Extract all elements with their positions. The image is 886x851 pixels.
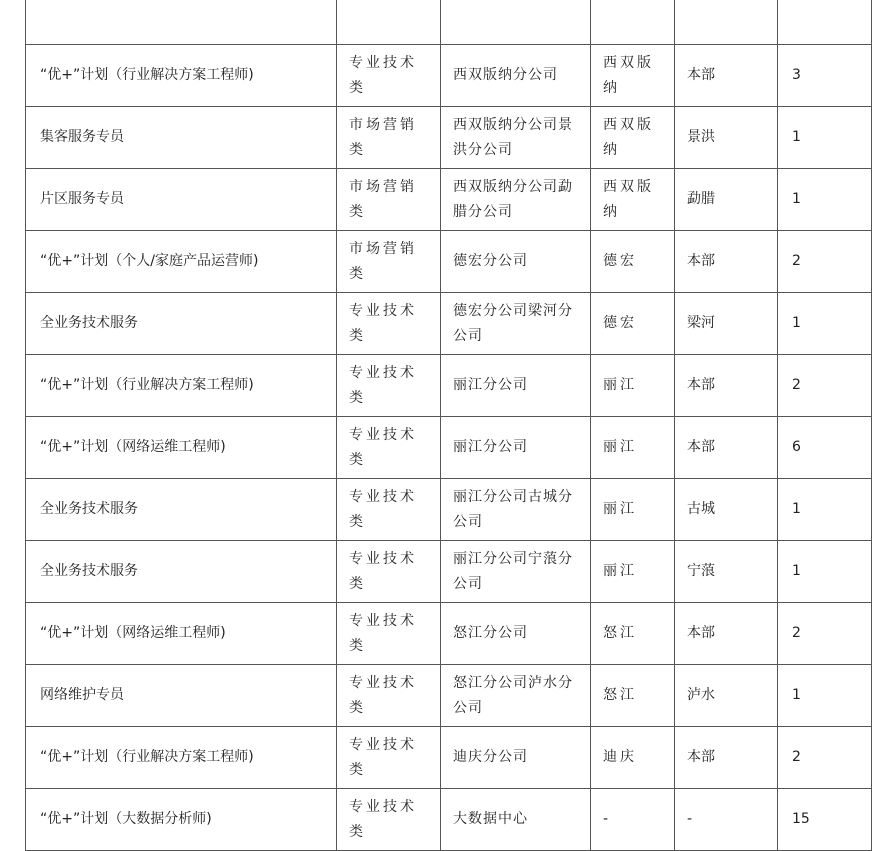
position-text: “优+”计划（行业解决方案工程师) <box>40 377 254 393</box>
position-cell <box>26 293 337 355</box>
position-cell <box>26 603 337 665</box>
location-cell <box>675 169 778 231</box>
location-text: 本部 <box>687 625 715 641</box>
location-cell <box>675 107 778 169</box>
region-cell <box>591 293 675 355</box>
location-text: 本部 <box>687 377 715 393</box>
unit-text: 西双版纳分公司勐腊分公司 <box>453 178 573 220</box>
unit-text: 大数据中心 <box>453 811 528 827</box>
count-cell <box>778 789 872 851</box>
table-row <box>26 603 872 665</box>
recruitment-table <box>25 0 872 851</box>
category-cell <box>337 727 441 789</box>
position-text: 全业务技术服务 <box>40 563 138 579</box>
category-text: 专业技术类 <box>349 736 417 778</box>
region-text: 丽江 <box>603 377 637 393</box>
unit-cell <box>441 45 591 107</box>
position-text: 全业务技术服务 <box>40 315 138 331</box>
unit-cell <box>441 789 591 851</box>
count-cell <box>778 541 872 603</box>
region-cell <box>591 45 675 107</box>
region-text: 怒江 <box>603 687 637 703</box>
position-cell <box>26 789 337 851</box>
category-text: 市场营销类 <box>349 178 417 220</box>
region-text: - <box>603 811 612 827</box>
location-cell <box>675 541 778 603</box>
table-row <box>26 45 872 107</box>
location-text: - <box>687 811 693 827</box>
count-text: 2 <box>792 625 801 641</box>
category-text: 专业技术类 <box>349 488 417 530</box>
category-text: 市场营销类 <box>349 116 417 158</box>
unit-cell <box>441 665 591 727</box>
category-cell <box>337 789 441 851</box>
region-text: 丽江 <box>603 501 637 517</box>
count-cell <box>778 0 872 45</box>
region-text: 西双版纳 <box>603 116 654 158</box>
unit-cell <box>441 541 591 603</box>
position-text: “优+”计划（网络运维工程师) <box>40 439 226 455</box>
region-text: 丽江 <box>603 439 637 455</box>
position-text: “优+”计划（大数据分析师) <box>40 811 212 827</box>
position-cell <box>26 417 337 479</box>
count-text: 2 <box>792 253 801 269</box>
position-cell <box>26 0 337 45</box>
count-text: 6 <box>792 439 801 455</box>
category-cell <box>337 293 441 355</box>
count-cell <box>778 231 872 293</box>
region-cell <box>591 169 675 231</box>
count-text: 1 <box>792 501 801 517</box>
unit-text: 迪庆分公司 <box>453 749 528 765</box>
unit-cell <box>441 169 591 231</box>
location-text: 泸水 <box>687 687 715 703</box>
count-cell <box>778 169 872 231</box>
location-text: 景洪 <box>687 129 715 145</box>
table-row <box>26 479 872 541</box>
location-cell <box>675 293 778 355</box>
position-text: “优+”计划（网络运维工程师) <box>40 625 226 641</box>
region-cell <box>591 727 675 789</box>
unit-cell <box>441 293 591 355</box>
unit-text: 丽江分公司 <box>453 377 528 393</box>
region-cell <box>591 107 675 169</box>
position-cell <box>26 727 337 789</box>
unit-text: 丽江分公司 <box>453 439 528 455</box>
location-cell <box>675 789 778 851</box>
region-text: 怒江 <box>603 625 637 641</box>
count-text: 2 <box>792 749 801 765</box>
location-cell <box>675 727 778 789</box>
table-row <box>26 727 872 789</box>
category-text: 专业技术类 <box>349 364 417 406</box>
unit-cell <box>441 417 591 479</box>
unit-cell <box>441 603 591 665</box>
unit-text: 怒江分公司泸水分公司 <box>453 674 573 716</box>
region-cell <box>591 417 675 479</box>
unit-text: 德宏分公司梁河分公司 <box>453 302 573 344</box>
position-cell <box>26 45 337 107</box>
location-text: 本部 <box>687 67 715 83</box>
region-cell <box>591 665 675 727</box>
region-text: 西双版纳 <box>603 178 654 220</box>
region-cell <box>591 603 675 665</box>
unit-text: 德宏分公司 <box>453 253 528 269</box>
category-cell <box>337 541 441 603</box>
count-text: 1 <box>792 129 801 145</box>
location-cell <box>675 479 778 541</box>
count-text: 1 <box>792 191 801 207</box>
position-cell <box>26 169 337 231</box>
unit-cell <box>441 231 591 293</box>
position-text: 集客服务专员 <box>40 129 124 145</box>
count-cell <box>778 107 872 169</box>
table-row <box>26 541 872 603</box>
count-text: 1 <box>792 315 801 331</box>
count-cell <box>778 727 872 789</box>
region-text: 德宏 <box>603 315 637 331</box>
location-cell <box>675 0 778 45</box>
location-cell <box>675 665 778 727</box>
position-cell <box>26 107 337 169</box>
location-cell <box>675 417 778 479</box>
category-text: 市场营销类 <box>349 240 417 282</box>
region-text: 德宏 <box>603 253 637 269</box>
region-cell <box>591 231 675 293</box>
position-cell <box>26 355 337 417</box>
position-cell <box>26 541 337 603</box>
category-cell <box>337 603 441 665</box>
region-text: 迪庆 <box>603 749 637 765</box>
unit-cell <box>441 0 591 45</box>
table-row <box>26 417 872 479</box>
position-text: 网络维护专员 <box>40 687 124 703</box>
location-text: 古城 <box>687 501 715 517</box>
position-text: “优+”计划（个人/家庭产品运营师) <box>40 253 259 269</box>
unit-cell <box>441 107 591 169</box>
table-row <box>26 789 872 851</box>
region-cell <box>591 789 675 851</box>
category-cell <box>337 479 441 541</box>
position-text: “优+”计划（行业解决方案工程师) <box>40 749 254 765</box>
region-text: 丽江 <box>603 563 637 579</box>
category-text: 专业技术类 <box>349 674 417 716</box>
table-row <box>26 293 872 355</box>
table-row <box>26 355 872 417</box>
location-text: 本部 <box>687 439 715 455</box>
location-text: 本部 <box>687 749 715 765</box>
table-row <box>26 665 872 727</box>
recruitment-table-container <box>25 0 872 851</box>
region-cell <box>591 0 675 45</box>
location-text: 勐腊 <box>687 191 715 207</box>
table-row <box>26 231 872 293</box>
category-cell <box>337 355 441 417</box>
count-text: 1 <box>792 563 801 579</box>
category-text: 专业技术类 <box>349 54 417 96</box>
position-text: 片区服务专员 <box>40 191 124 207</box>
count-cell <box>778 417 872 479</box>
location-text: 宁蒗 <box>687 563 715 579</box>
category-cell <box>337 0 441 45</box>
table-body <box>26 0 872 851</box>
unit-cell <box>441 727 591 789</box>
category-cell <box>337 169 441 231</box>
position-cell <box>26 479 337 541</box>
location-cell <box>675 355 778 417</box>
region-text: 西双版纳 <box>603 54 654 96</box>
location-cell <box>675 603 778 665</box>
location-text: 本部 <box>687 253 715 269</box>
region-cell <box>591 541 675 603</box>
category-text: 专业技术类 <box>349 426 417 468</box>
position-text: 全业务技术服务 <box>40 501 138 517</box>
unit-cell <box>441 355 591 417</box>
count-cell <box>778 603 872 665</box>
position-text: “优+”计划（行业解决方案工程师) <box>40 67 254 83</box>
count-text: 15 <box>792 811 810 827</box>
count-text: 1 <box>792 687 801 703</box>
count-cell <box>778 293 872 355</box>
count-cell <box>778 665 872 727</box>
location-cell <box>675 231 778 293</box>
category-cell <box>337 107 441 169</box>
category-cell <box>337 231 441 293</box>
count-cell <box>778 479 872 541</box>
unit-text: 丽江分公司古城分公司 <box>453 488 573 530</box>
unit-text: 西双版纳分公司景洪分公司 <box>453 116 573 158</box>
unit-text: 怒江分公司 <box>453 625 528 641</box>
count-text: 2 <box>792 377 801 393</box>
unit-text: 丽江分公司宁蒗分公司 <box>453 550 573 592</box>
count-cell <box>778 355 872 417</box>
region-cell <box>591 479 675 541</box>
category-text: 专业技术类 <box>349 612 417 654</box>
location-text: 梁河 <box>687 315 715 331</box>
position-cell <box>26 665 337 727</box>
category-text: 专业技术类 <box>349 302 417 344</box>
category-cell <box>337 417 441 479</box>
category-text: 专业技术类 <box>349 798 417 840</box>
location-cell <box>675 45 778 107</box>
count-text: 3 <box>792 67 801 83</box>
table-row <box>26 107 872 169</box>
unit-cell <box>441 479 591 541</box>
category-cell <box>337 45 441 107</box>
category-cell <box>337 665 441 727</box>
position-cell <box>26 231 337 293</box>
region-cell <box>591 355 675 417</box>
category-text: 专业技术类 <box>349 550 417 592</box>
table-row <box>26 0 872 45</box>
unit-text: 西双版纳分公司 <box>453 67 558 83</box>
count-cell <box>778 45 872 107</box>
table-row <box>26 169 872 231</box>
